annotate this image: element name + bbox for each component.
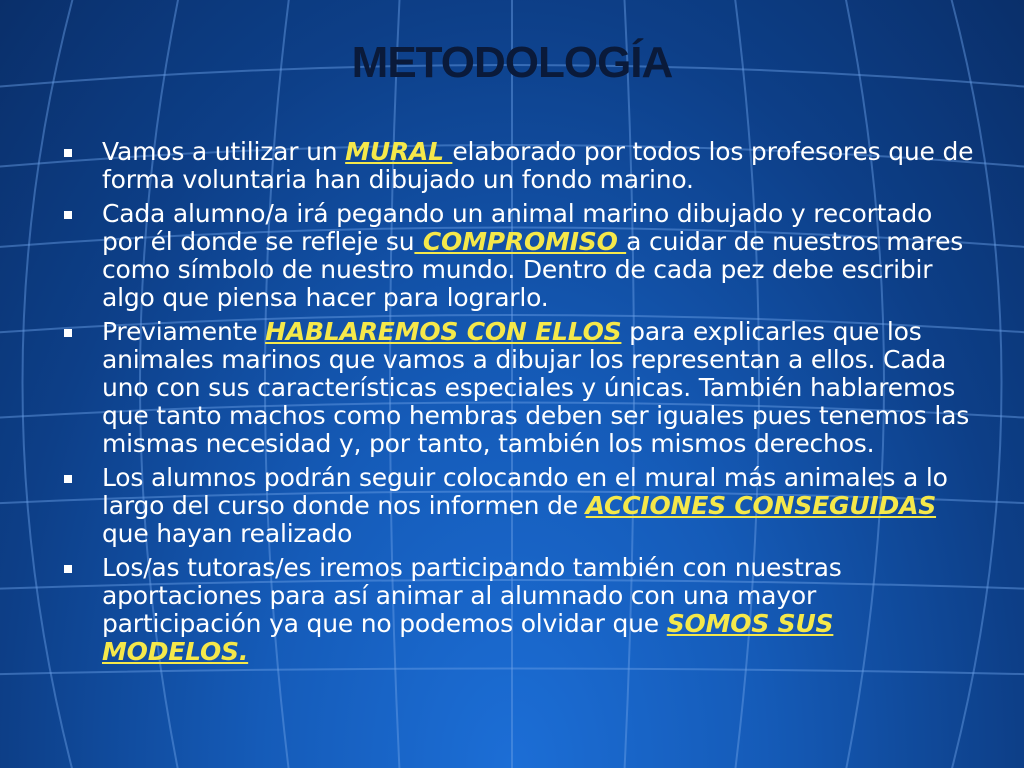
highlight-hablaremos: HABLAREMOS CON ELLOS (265, 317, 622, 346)
bullet-text: Cada alumno/a irá pegando un animal marino dibujado y recortado por él donde se refleje su (102, 199, 933, 256)
bullet-text: para explicarles que los animales marinos que vamos a dibujar los representan a ellos. Cada uno con sus características especiales y únicas. También hablaremos que tanto machos como hembras deben ser iguales pues tenemos las mismas necesidad y, por tanto, también los mismos derechos. (102, 317, 970, 458)
square-bullet-icon (64, 211, 72, 219)
bullet-item-compromiso (60, 200, 980, 312)
bullet-item-modelos (60, 554, 980, 666)
square-bullet-icon (64, 149, 72, 157)
bullet-text: que hayan realizado (102, 519, 353, 548)
bullet-text: Vamos a utilizar un (102, 137, 346, 166)
square-bullet-icon (64, 565, 72, 573)
bullet-text: a cuidar de nuestros mares como símbolo de nuestro mundo. Dentro de cada pez debe escribir algo que piensa hacer para lograrlo. (102, 227, 964, 312)
bullet-text: Los alumnos podrán seguir colocando en el mural más animales a lo largo del curso donde nos informen de (102, 463, 948, 520)
highlight-modelos: SOMOS SUS MODELOS. (102, 609, 834, 666)
bullet-list (60, 138, 980, 672)
bullet-item-acciones (60, 464, 980, 548)
square-bullet-icon (64, 475, 72, 483)
highlight-mural: MURAL (345, 137, 453, 166)
slide-title: METODOLOGÍA (351, 38, 673, 87)
bullet-text: Los/as tutoras/es iremos participando también con nuestras aportaciones para así animar al alumnado con una mayor participación ya que no podemos olvidar que (102, 553, 842, 638)
bullet-item-hablaremos (60, 318, 980, 458)
highlight-compromiso: COMPROMISO (414, 227, 627, 256)
square-bullet-icon (64, 329, 72, 337)
bullet-item-mural (60, 138, 980, 194)
bullet-text: Previamente (102, 317, 266, 346)
bullet-text: elaborado por todos los profesores que de forma voluntaria han dibujado un fondo marino. (102, 137, 974, 194)
highlight-acciones: ACCIONES CONSEGUIDAS (585, 491, 937, 520)
